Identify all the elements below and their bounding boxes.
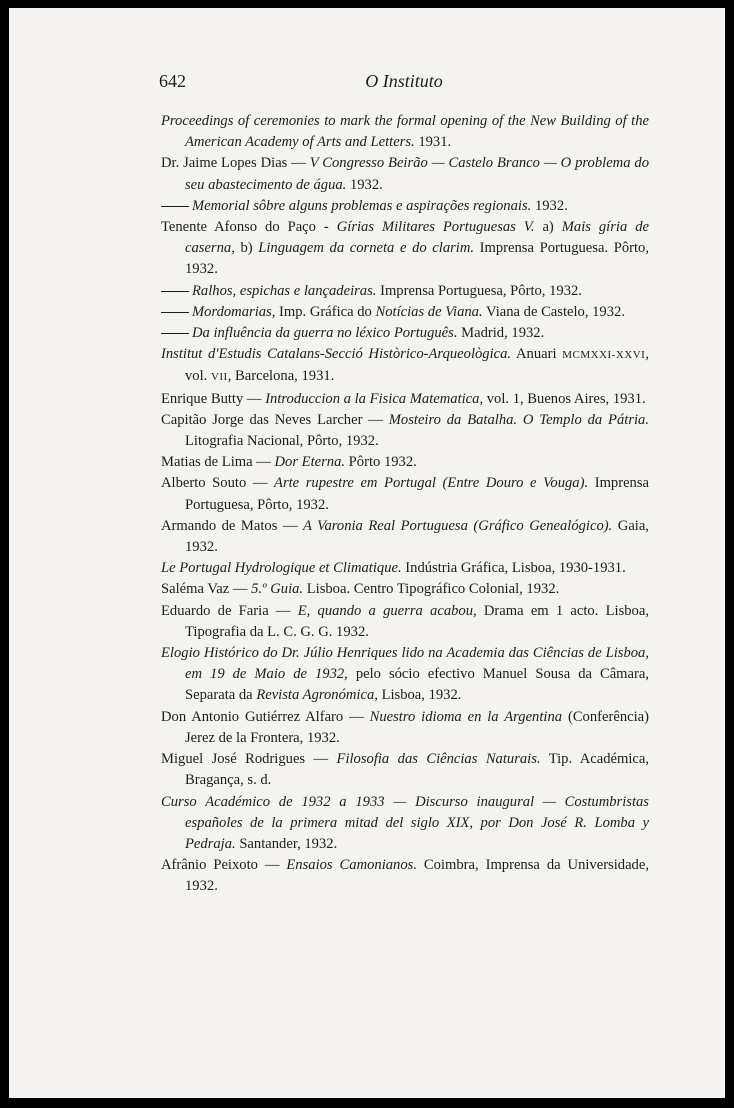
entry-author: Armando de Matos — [161,517,304,534]
bibliography-entry [161,558,649,579]
bibliography-entry [161,452,649,473]
entry-title: A Varonia Real Portuguesa (Gráfico Genealógico). [303,517,613,534]
bibliography-entry [161,302,649,323]
entry-title: Mais gíria de caserna, [185,219,649,257]
ditto-dash [161,206,189,207]
entry-imprint: 1932. [531,197,568,214]
entry-imprint: Imprensa Portuguesa. Pôrto, 1932. [185,240,649,278]
entry-imprint: VII [210,371,228,384]
entry-author: Tenente Afonso do Paço - [161,219,337,236]
entry-imprint: Anuari [511,346,563,363]
entry-author: Enrique Butty — [161,390,266,407]
entry-title: 5.º Guia. [251,581,304,598]
bibliography-entry [161,323,649,344]
entry-author: Afrânio Peixoto — [161,857,287,874]
bibliography-entry [161,410,649,452]
bibliography-entry [161,601,649,643]
entry-author: Dr. Jaime Lopes Dias — [161,155,310,172]
bibliography-entry [161,196,649,217]
bibliography-entry [161,153,649,195]
entry-imprint: MCMXXI-XXVI [562,349,646,362]
entry-title: Gírias Militares Portuguesas V. [336,219,535,236]
entry-title: Linguagem da corneta e do clarim. [258,240,475,257]
entry-title: Notícias de Viana. [375,303,483,320]
entry-imprint: Viana de Castelo, 1932. [482,303,625,320]
entry-imprint: Coimbra, Imprensa da Universidade, 1932. [185,857,649,895]
entry-imprint: (Conferência) Jerez de la Frontera, 1932. [185,708,649,746]
bibliography-entry [161,643,649,707]
entry-author: Alberto Souto — [161,475,275,492]
entry-title: Da influência da guerra no léxico Português. [192,325,458,342]
entry-imprint: Imprensa Portuguesa, Pôrto, 1932. [376,282,582,299]
entry-imprint: 1932. [346,176,383,193]
bibliography-entry [161,792,649,856]
bibliography-entry [161,217,649,281]
entry-author: Don Antonio Gutiérrez Alfaro — [161,708,370,725]
entry-imprint: Lisboa, 1932. [377,687,462,704]
bibliography-entry [161,344,649,388]
entry-imprint: Lisboa. Centro Tipográfico Colonial, 1932. [303,581,560,598]
entry-author: Miguel José Rodrigues — [161,751,337,768]
entry-imprint: Imp. Gráfica do [275,303,376,320]
entry-author: Eduardo de Faria — [161,602,298,619]
entry-title: Curso Académico de 1932 a 1933 — Discurso inaugural — Costumbristas españoles de la primera mitad del siglo XIX, por Don José R. Lomba y Pedraja. [161,793,649,852]
entry-title: Ensaios Camonianos. [286,857,417,874]
bibliography-entry [161,516,649,558]
entry-imprint: Imprensa Portuguesa, Pôrto, 1932. [185,475,650,513]
entry-imprint: b) [234,240,259,257]
entry-author: Saléma Vaz — [161,581,252,598]
document-page [9,8,725,1098]
entry-title: Le Portugal Hydrologique et Climatique. [161,560,402,577]
entry-title: V Congresso Beirão — Castelo Branco — O problema do seu abastecimento de água. [185,155,649,193]
entry-imprint: Tip. Académica, Bragança, s. d. [185,751,649,789]
bibliography-entry [161,707,649,749]
bibliography-entry [161,579,649,600]
entry-title: E, quando a guerra acabou, [297,602,477,619]
entry-title: Elogio Histórico do Dr. Júlio Henriques lido na Academia das Ciências de Lisboa, em 19 de Maio de 1932, [161,645,649,683]
bibliography-entry [161,855,649,897]
entry-imprint: Pôrto 1932. [345,454,417,471]
entry-title: Proceedings of ceremonies to mark the formal opening of the New Building of the American Academy of Arts and Letters. [161,113,649,151]
entry-imprint: , Barcelona, 1931. [227,368,335,385]
entry-title: Ralhos, espichas e lançadeiras. [192,282,377,299]
bibliography-entry [161,111,649,153]
entry-title: Mosteiro da Batalha. O Templo da Pátria. [388,411,649,428]
entry-imprint: Madrid, 1932. [457,325,545,342]
entry-title: Mordomarias, [192,303,276,320]
entry-imprint: 1931. [414,134,452,151]
ditto-dash [161,312,189,313]
entry-imprint: Drama em 1 acto. Lisboa, Tipografia da L. C. G. G. 1932. [185,602,649,640]
entry-title: Arte rupestre em Portugal (Entre Douro e Vouga). [274,475,589,492]
entry-title: Memorial sôbre alguns problemas e aspirações regionais. [192,197,532,214]
entry-title: Introduccion a la Fisica Matematica, [265,390,484,407]
bibliography-entry [161,749,649,791]
page-header [159,71,649,95]
entry-title: Institut d'Estudis Catalans-Secció Històrico-Arqueològica. [161,346,512,363]
entry-author: Capitão Jorge das Neves Larcher — [161,411,389,428]
page-number: 642 [159,71,186,91]
entry-imprint: a) [534,219,562,236]
bibliography-list [161,111,649,898]
entry-imprint: pelo sócio efectivo Manuel Sousa da Câmara, Separata da [185,666,649,704]
running-title: O Instituto [365,71,443,91]
bibliography-entry [161,281,649,302]
entry-title: Revista Agronómica, [256,687,378,704]
bibliography-entry [161,473,649,515]
entry-title: Filosofia das Ciências Naturais. [336,751,541,768]
entry-imprint: , vol. [185,346,649,385]
ditto-dash [161,333,189,334]
entry-imprint: Santander, 1932. [235,835,338,852]
entry-title: Dor Eterna. [274,454,346,471]
entry-author: Matias de Lima — [161,454,275,471]
bibliography-entry [161,389,649,410]
ditto-dash [161,291,189,292]
entry-imprint: Gaia, 1932. [185,517,649,556]
entry-imprint: Indústria Gráfica, Lisboa, 1930-1931. [401,560,626,577]
entry-title: Nuestro idioma en la Argentina [369,708,563,725]
entry-imprint: Litografia Nacional, Pôrto, 1932. [185,433,379,450]
entry-imprint: vol. 1, Buenos Aires, 1931. [483,390,646,407]
